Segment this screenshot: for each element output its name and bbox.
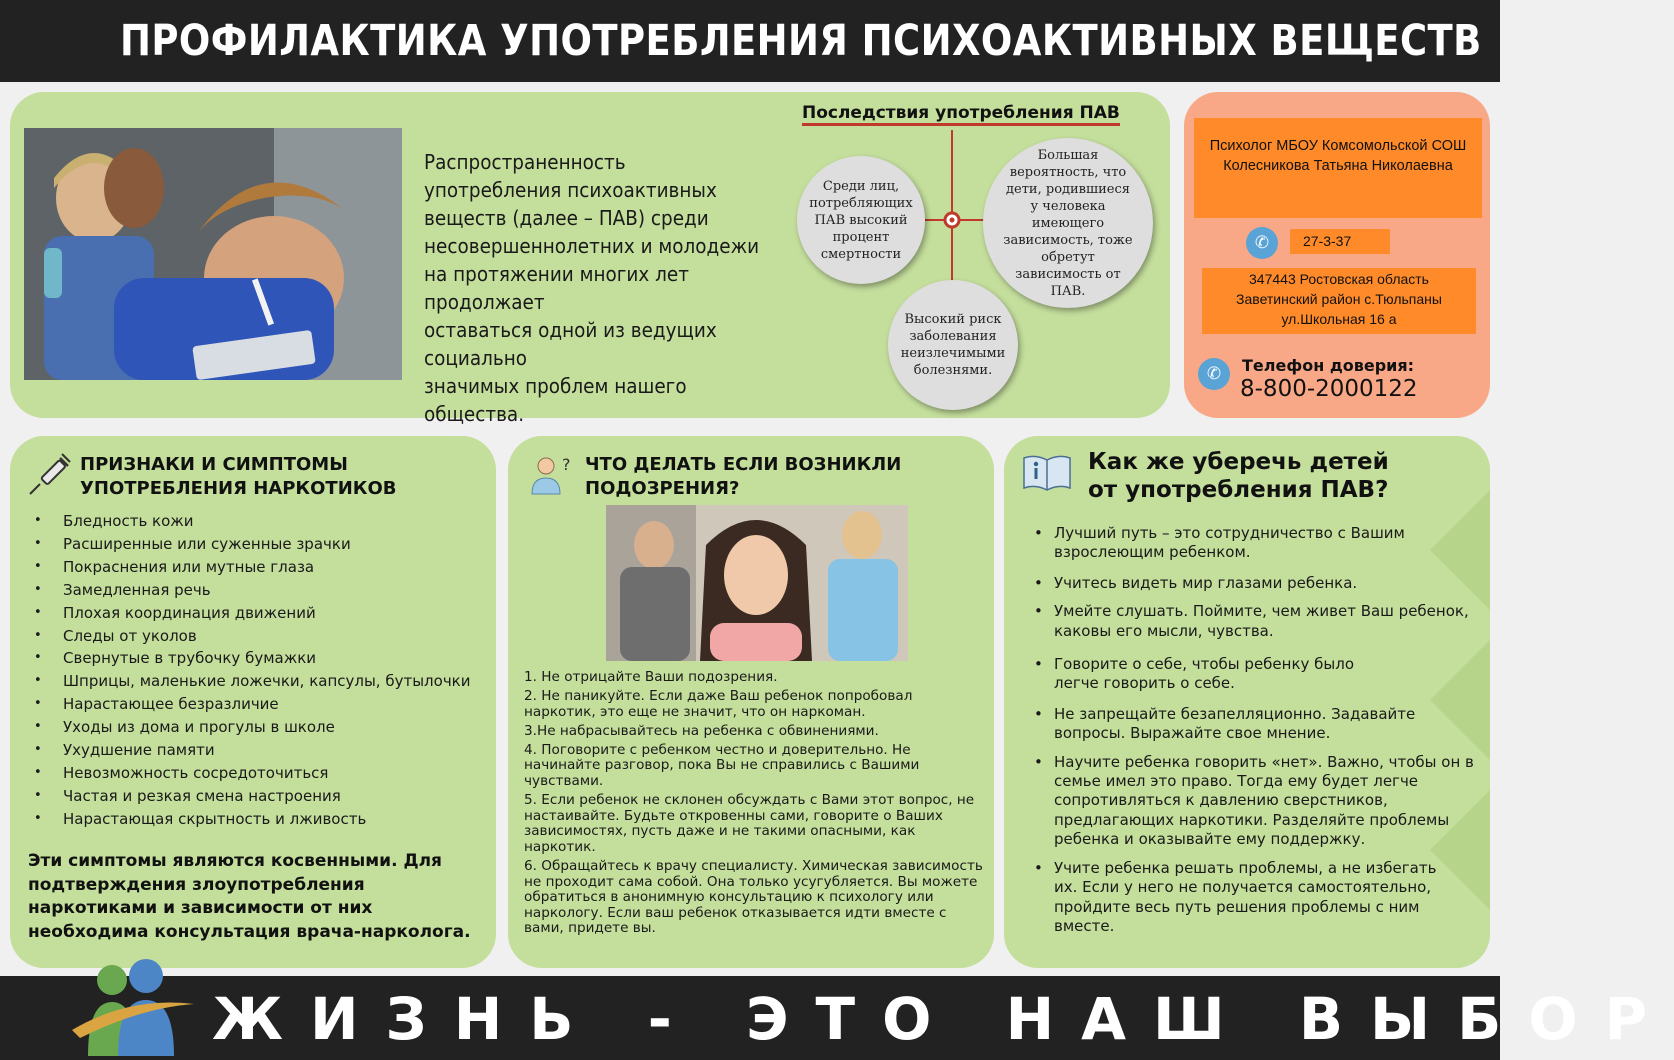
person-question-icon: [530, 452, 574, 496]
list-item: • Уходы из дома и прогулы в школе: [30, 716, 490, 739]
syringe-icon: [26, 452, 72, 498]
consequences-title: Последствия употребления ПАВ: [802, 103, 1120, 126]
list-item: • Научите ребенка говорить «нет». Важно, чтобы он в семье имел это право. Тогда ему будет легче сопротивляться к давлению сверстников, предлагающих наркотики. Разделяйте проблемы ребенка и оказывайте ему поддержку.: [1034, 753, 1474, 850]
family-photo: [606, 505, 908, 661]
phone-number: 27-3-37: [1290, 229, 1390, 254]
address-line: Заветинский район с.Тюльпаны: [1236, 291, 1442, 307]
teens-photo: [24, 128, 402, 380]
hotline-label: Телефон доверия:: [1242, 356, 1415, 375]
phone-icon: ✆: [1246, 227, 1278, 259]
phone-icon: ✆: [1198, 358, 1230, 390]
list-item: • Не запрещайте безапелляционно. Задавайте вопросы. Выражайте свое мнение.: [1034, 705, 1484, 744]
intro-line: оставаться одной из ведущих социально: [424, 318, 717, 370]
step-item: 1. Не отрицайте Ваши подозрения.: [524, 669, 778, 685]
symptoms-title: [80, 453, 397, 501]
address-block: [1202, 268, 1476, 334]
consequence-circle: Большая вероятность, что дети, родившиеся у человека имеющего зависимость, тоже обретут зависимость от ПАВ.: [983, 138, 1153, 308]
protection-advice-list: [1034, 524, 1484, 936]
intro-line: употребления психоактивных: [424, 178, 717, 202]
intro-line: на протяжении многих лет продолжает: [424, 262, 689, 314]
list-item: • Учите ребенка решать проблемы, а не избегать их. Если у него не получается самостоятельно, пройдите весь путь решения проблемы с ним вместе.: [1034, 859, 1454, 937]
list-item: • Умейте слушать. Поймите, чем живет Ваш ребенок, каковы его мысли, чувства.: [1034, 602, 1484, 641]
psychologist-info: [1194, 118, 1482, 218]
protection-title-line: Как же уберечь детей: [1088, 449, 1389, 475]
step-item: 3.Не набрасывайтесь на ребенка с обвинениями.: [524, 722, 879, 739]
address-line: ул.Школьная 16 а: [1281, 311, 1397, 327]
list-item: • Замедленная речь: [30, 579, 490, 602]
suspicion-title-line: ЧТО ДЕЛАТЬ ЕСЛИ ВОЗНИКЛИ: [585, 454, 902, 475]
consequence-circle: Высокий риск заболевания неизлечимыми болезнями.: [888, 280, 1018, 410]
intro-line: Распространенность: [424, 150, 626, 174]
intro-line: веществ (далее – ПАВ) среди: [424, 206, 709, 230]
list-item: • Говорите о себе, чтобы ребенку было легче говорить о себе.: [1034, 655, 1374, 694]
address-line: 347443 Ростовская область: [1249, 271, 1429, 287]
svg-text:?: ?: [562, 455, 571, 474]
list-item: • Лучший путь – это сотрудничество с Вашим взрослеющим ребенком.: [1034, 524, 1484, 563]
info-book-icon: [1022, 452, 1072, 492]
list-item: • Бледность кожи: [30, 510, 490, 533]
step-item: 4. Поговорите с ребенком честно и доверительно. Не начинайте разговор, пока Вы не справились с Вашими чувствами.: [524, 741, 920, 790]
step-item: 6. Обращайтесь к врачу специалисту. Химическая зависимость не проходит сама собой. Она только усугубляется. Вы можете обратиться в анонимную консультацию к психологу или наркологу. Если ваш ребенок отказывается идти вместе с вами, придете вы.: [524, 858, 983, 937]
page-title: ПРОФИЛАКТИКА УПОТРЕБЛЕНИЯ ПСИХОАКТИВНЫХ ВЕЩЕСТВ: [120, 16, 1482, 66]
step-item: 2. Не паникуйте. Если даже Ваш ребенок попробовал наркотик, это еще не значит, что он наркоман.: [524, 688, 913, 720]
list-item: • Следы от уколов: [30, 625, 490, 648]
intro-text: [424, 148, 783, 428]
list-item: • Ухудшение памяти: [30, 739, 490, 762]
symptoms-title-line: ПРИЗНАКИ И СИМПТОМЫ: [80, 454, 348, 475]
suspicion-steps: [524, 670, 986, 941]
hotline-number: 8-800-2000122: [1240, 376, 1418, 402]
suspicion-title-line: ПОДОЗРЕНИЯ?: [585, 478, 740, 499]
protection-title: [1088, 448, 1389, 504]
people-logo: [70, 956, 198, 1056]
list-item: • Покраснения или мутные глаза: [30, 556, 490, 579]
list-item: • Нарастающее безразличие: [30, 693, 490, 716]
list-item: • Невозможность сосредоточиться: [30, 762, 490, 785]
list-item: • Свернутые в трубочку бумажки: [30, 647, 490, 670]
protection-title-line: от употребления ПАВ?: [1088, 477, 1389, 503]
intro-line: несовершеннолетних и молодежи: [424, 234, 760, 258]
list-item: • Нарастающая скрытность и лживость: [30, 808, 490, 831]
consequence-circle: Среди лиц, потребляющих ПАВ высокий процент смертности: [797, 156, 925, 284]
step-item: 5. Если ребенок не склонен обсуждать с Вами этот вопрос, не настаивайте. Будьте откровенны сами, говорите о Ваших зависимостях, пусть даже и не такими опасными, как наркотик.: [524, 792, 975, 855]
list-item: • Расширенные или суженные зрачки: [30, 533, 490, 556]
list-item: • Плохая координация движений: [30, 602, 490, 625]
list-item: • Частая и резкая смена настроения: [30, 785, 490, 808]
header-bar: [0, 0, 1500, 82]
psychologist-position: Психолог МБОУ Комсомольской СОШ: [1209, 138, 1467, 154]
symptoms-warning: Эти симптомы являются косвенными. Для подтверждения злоупотребления наркотиками и зависимости от них необходима консультация врача-нарколога.: [28, 851, 471, 942]
symptoms-list: [30, 510, 490, 831]
suspicion-title: [585, 453, 901, 501]
list-item: • Шприцы, маленькие ложечки, капсулы, бутылочки: [30, 670, 490, 693]
list-item: • Учитесь видеть мир глазами ребенка.: [1034, 574, 1484, 593]
psychologist-name: Колесникова Татьяна Николаевна: [1223, 158, 1453, 174]
footer-slogan: ЖИЗНЬ - ЭТО НАШ ВЫБОР: [212, 985, 1674, 1053]
symptoms-title-line: УПОТРЕБЛЕНИЯ НАРКОТИКОВ: [80, 478, 397, 499]
intro-line: значимых проблем нашего общества.: [424, 374, 687, 426]
